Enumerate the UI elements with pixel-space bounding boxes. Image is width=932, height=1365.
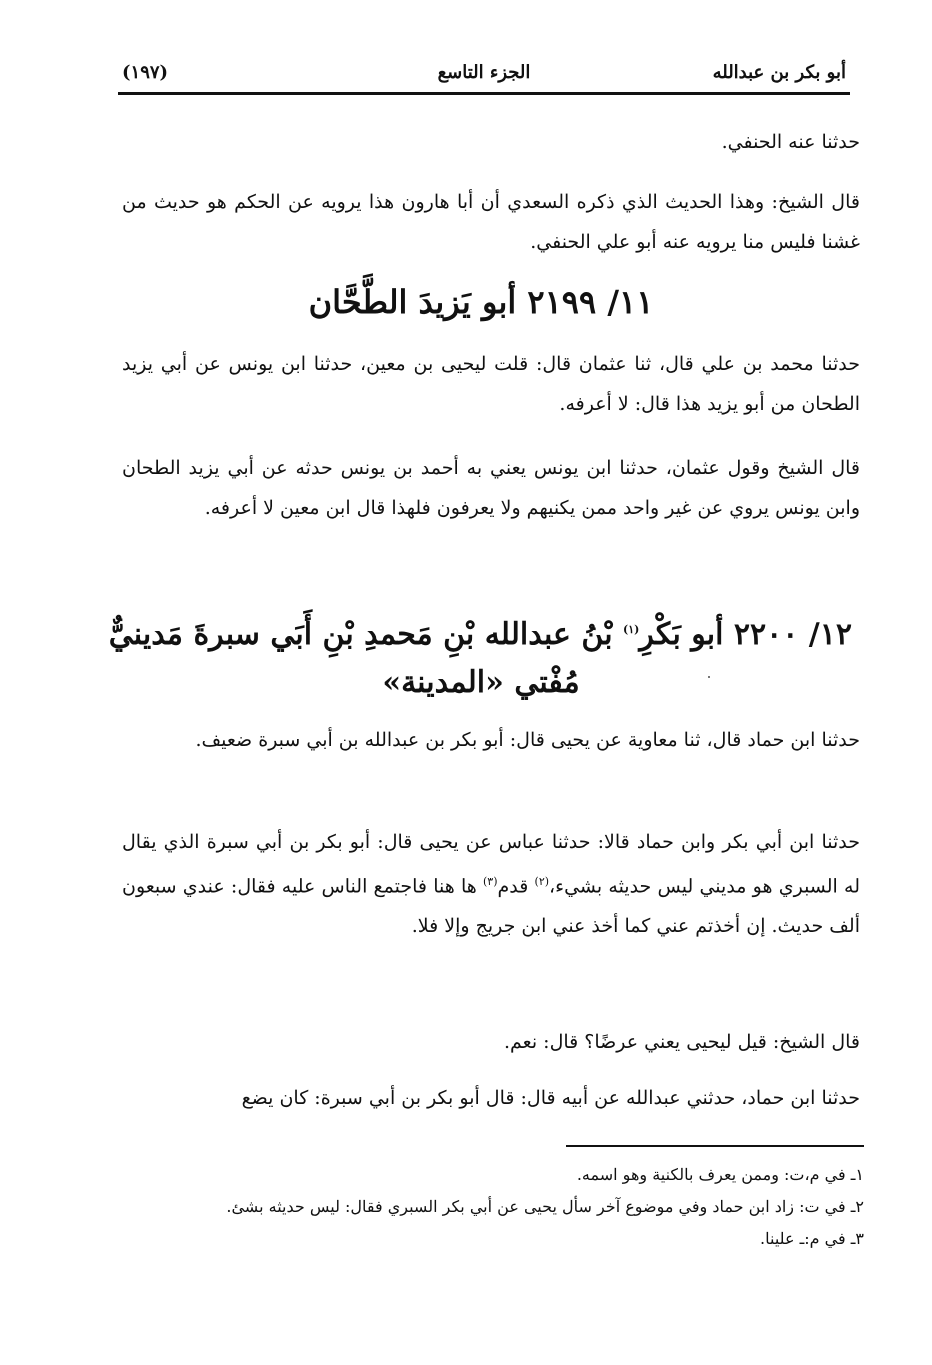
entry-heading-2199: ١١/ ٢١٩٩ أبو يَزيدَ الطَّحَّان <box>308 283 654 321</box>
entry-heading-2200-line-1 <box>110 606 852 659</box>
footnote-3: ٣ـ في م:ـ علينا. <box>760 1229 864 1248</box>
heading-2200-part-a: ١٢/ ٢٢٠٠ أبو بَكْرِ <box>639 617 852 652</box>
footnote-rule <box>566 1145 864 1147</box>
footnote-ref-2: (٢) <box>534 875 550 888</box>
paragraph-4: قال الشيخ وقول عثمان، حدثنا ابن يونس يعني به أحمد بن يونس حدثه عن أبي يزيد الطحان وابن يونس يروي عن غير واحد ممن يكنيهم ولا يعرفون فلهذا قال ابن معين لا أعرفه. <box>122 457 860 519</box>
header-volume-title: الجزء التاسع <box>437 62 531 83</box>
entry-heading-2200-line-2: مُفْتي «المدينة» <box>382 665 580 700</box>
paragraph-1: حدثنا عنه الحنفي. <box>721 131 860 153</box>
paragraph-7: قال الشيخ: قيل ليحيى يعني عرضًا؟ قال: نعم. <box>504 1031 860 1053</box>
footnote-ref-1: (١) <box>623 623 640 636</box>
paragraph-2: قال الشيخ: وهذا الحديث الذي ذكره السعدي أن أبا هارون هذا يرويه عن الحكم هو حديث من غشنا فليس منا يرويه عنه أبو علي الحنفي. <box>122 191 860 253</box>
footnote-1: ١ـ في م،ت: وممن يعرف بالكنية وهو اسمه. <box>576 1165 864 1184</box>
header-entry-name: أبو بكر بن عبدالله <box>712 62 846 83</box>
footnote-2: ٢ـ في ت: زاد ابن حماد وفي موضوع آخر سأل يحيى عن أبي بكر السبري فقال: ليس حديثه بشئ. <box>226 1197 864 1216</box>
footnote-ref-3: (٣) <box>482 875 498 888</box>
footnotes <box>126 1160 864 1256</box>
paragraph-6-part-c: ها هنا فاجتمع الناس عليه فقال: عندي سبعون ألف حديث. إن أخذتم عني كما أخذ عني ابن جريج وإلا فلا. <box>122 875 860 938</box>
heading-2200-part-b: بْنُ عبدالله بْنِ مَحمدِ بْنِ أَبَي سبرةَ مَدينيٌّ <box>108 617 623 652</box>
paragraph-3: حدثنا محمد بن علي قال، ثنا عثمان قال: قلت ليحيى بن معين، حدثنا ابن يونس عن أبي يزيد الطحان من أبو يزيد هذا قال: لا أعرفه. <box>122 353 860 415</box>
paragraph-6-part-a: حدثنا ابن أبي بكر وابن حماد قالا: حدثنا عباس عن يحيى قال: أبو بكر بن أبي سبرة الذي يقال له السبري هو مديني ليس حديثه بشيء، <box>122 831 860 898</box>
header-page-number: (١٩٧) <box>122 62 169 83</box>
paragraph-6-part-b: قدم <box>497 875 535 898</box>
paragraph-5: حدثنا ابن حماد قال، ثنا معاوية عن يحيى قال: أبو بكر بن عبدالله بن أبي سبرة ضعيف. <box>195 729 860 751</box>
scan-speck <box>708 676 710 678</box>
entry-heading-2200 <box>110 606 852 707</box>
paragraph-6 <box>122 822 860 946</box>
running-header <box>118 58 850 94</box>
paragraph-8: حدثنا ابن حماد، حدثني عبدالله عن أبيه قال: قال أبو بكر بن أبي سبرة: كان يضع <box>241 1087 860 1109</box>
header-rule <box>118 92 850 95</box>
